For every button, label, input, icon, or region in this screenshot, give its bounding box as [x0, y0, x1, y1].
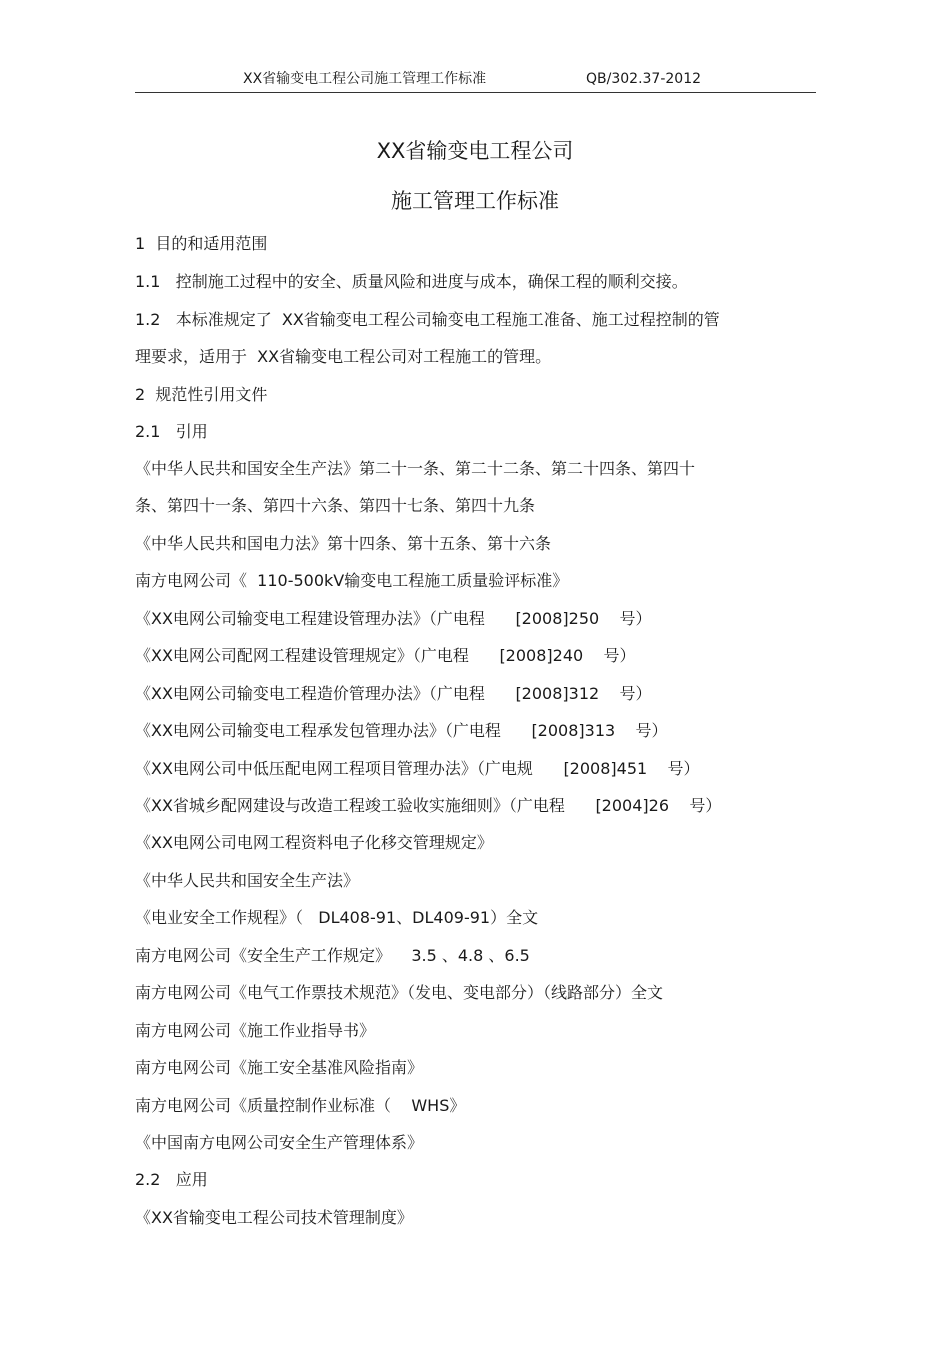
- reference-line: 《中华人民共和国安全生产法》第二十一条、第二十二条、第二十四条、第四十: [135, 459, 696, 478]
- running-header-code: QB/302.37-2012: [586, 71, 702, 87]
- paragraph-line: 1.2 本标准规定了 XX省输变电工程公司输变电工程施工准备、施工过程控制的管: [135, 310, 720, 329]
- paragraph-line: 理要求，适用于 XX省输变电工程公司对工程施工的管理。: [135, 347, 552, 366]
- reference-line: 《中华人民共和国电力法》第十四条、第十五条、第十六条: [135, 534, 552, 553]
- subsection-heading: 2.2 应用: [135, 1170, 208, 1189]
- reference-line: 《XX电网公司输变电工程造价管理办法》（广电程 [2008]312 号）: [135, 684, 652, 703]
- reference-line: 《XX电网公司电网工程资料电子化移交管理规定》: [135, 833, 493, 852]
- reference-line: 《XX电网公司中低压配电网工程项目管理办法》（广电规 [2008]451 号）: [135, 759, 700, 778]
- reference-line: 南方电网公司《施工作业指导书》: [135, 1021, 376, 1040]
- document-title-standard: 施工管理工作标准: [391, 189, 559, 213]
- reference-line: 《XX省城乡配网建设与改造工程竣工验收实施细则》（广电程 [2004]26 号）: [135, 796, 722, 815]
- reference-line: 《电业安全工作规程》（ DL408-91、DL409-91）全文: [135, 908, 539, 927]
- reference-line: 《中国南方电网公司安全生产管理体系》: [135, 1133, 424, 1152]
- reference-line: 《XX电网公司输变电工程承发包管理办法》（广电程 [2008]313 号）: [135, 721, 668, 740]
- reference-line: 《中华人民共和国安全生产法》: [135, 871, 360, 890]
- reference-line: 条、第四十一条、第四十六条、第四十七条、第四十九条: [135, 496, 536, 515]
- document-title-org: XX省输变电工程公司: [376, 139, 574, 163]
- reference-line: 《XX电网公司配网工程建设管理规定》（广电程 [2008]240 号）: [135, 646, 636, 665]
- reference-line: 南方电网公司《 110-500kV输变电工程施工质量验评标准》: [135, 571, 569, 590]
- reference-line: 南方电网公司《质量控制作业标准（ WHS》: [135, 1096, 466, 1115]
- header-divider: [135, 92, 816, 93]
- subsection-heading: 2.1 引用: [135, 422, 208, 441]
- reference-line: 《XX省输变电工程公司技术管理制度》: [135, 1208, 413, 1227]
- section-heading: 2 规范性引用文件: [135, 385, 268, 404]
- section-heading: 1 目的和适用范围: [135, 234, 268, 253]
- reference-line: 南方电网公司《电气工作票技术规范》（发电、变电部分）（线路部分）全文: [135, 983, 664, 1002]
- running-header-title: XX省输变电工程公司施工管理工作标准: [243, 71, 487, 87]
- reference-line: 南方电网公司《安全生产工作规定》 3.5 、4.8 、6.5: [135, 946, 530, 965]
- reference-line: 南方电网公司《施工安全基准风险指南》: [135, 1058, 424, 1077]
- paragraph-line: 1.1 控制施工过程中的安全、质量风险和进度与成本，确保工程的顺利交接。: [135, 272, 688, 291]
- reference-line: 《XX电网公司输变电工程建设管理办法》（广电程 [2008]250 号）: [135, 609, 652, 628]
